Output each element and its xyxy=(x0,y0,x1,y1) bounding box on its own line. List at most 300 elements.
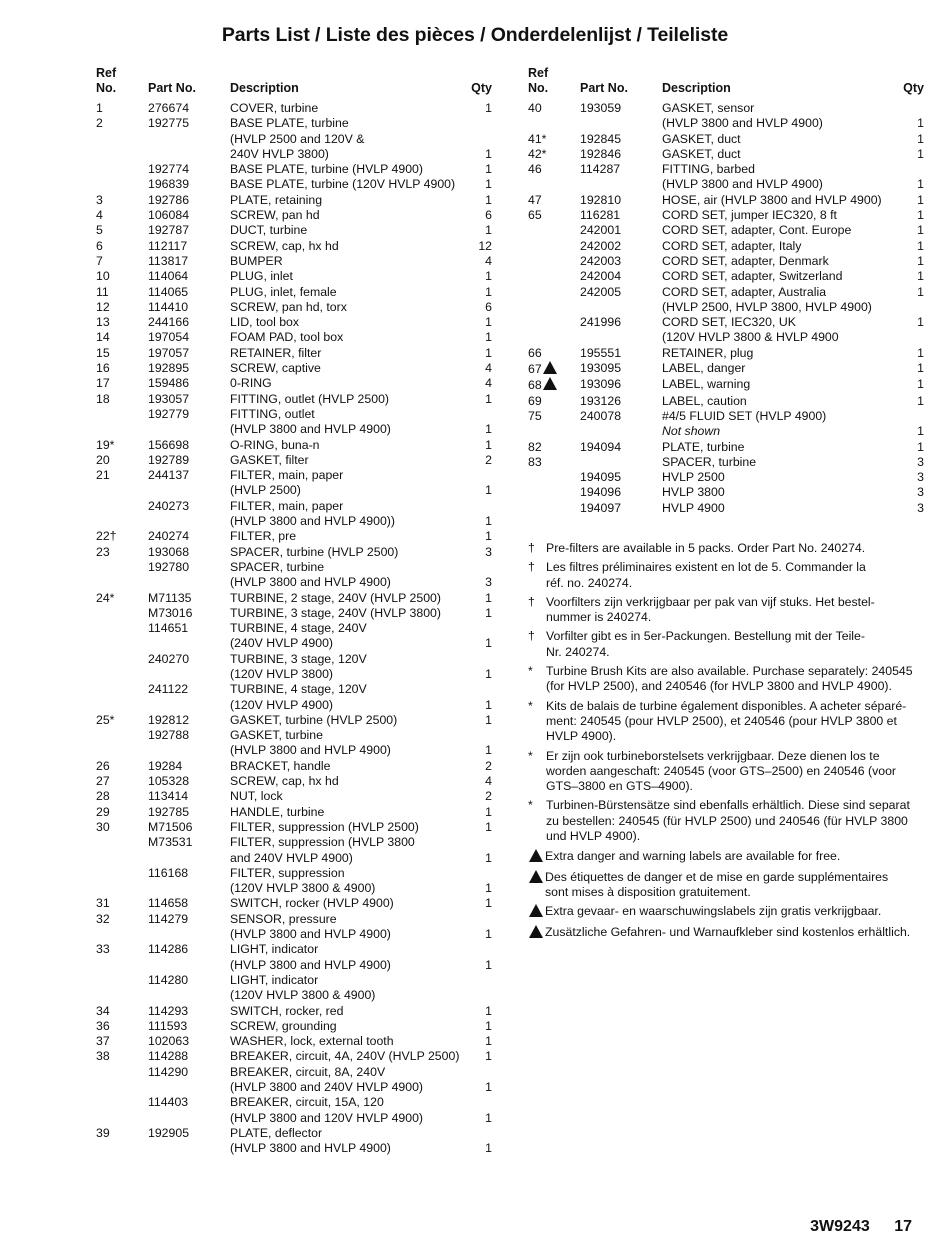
ref-no: 39 xyxy=(96,1125,110,1140)
description-cell: (HVLP 3800 and HVLP 4900) xyxy=(230,743,391,758)
description-cell: O-RING, buna-n xyxy=(230,437,320,452)
description-cell: (HVLP 3800 and 120V HVLP 4900) xyxy=(230,1110,424,1125)
table-row xyxy=(528,285,924,300)
part-no-cell: 102063 xyxy=(148,1034,190,1049)
part-no-cell: 192810 xyxy=(580,192,622,207)
ref-no-cell xyxy=(528,193,580,208)
table-row xyxy=(96,866,492,881)
ref-no: 38 xyxy=(96,1049,110,1064)
qty-cell xyxy=(470,116,492,131)
part-no-cell xyxy=(580,424,662,439)
part-no-cell: 192787 xyxy=(148,223,190,238)
qty-cell: 1 xyxy=(485,743,492,758)
description-cell: (HVLP 3800 and HVLP 4900) xyxy=(662,177,823,192)
qty-cell: 1 xyxy=(917,284,924,299)
description-cell: SPACER, turbine xyxy=(662,454,757,469)
ref-no: 40 xyxy=(528,101,542,115)
table-row xyxy=(96,621,492,636)
table-row xyxy=(96,1019,492,1034)
qty-cell: 1 xyxy=(485,881,492,896)
ref-no: 3 xyxy=(96,192,103,207)
ref-no: 28 xyxy=(96,789,110,804)
table-row xyxy=(528,330,924,345)
ref-no-cell xyxy=(96,438,148,453)
ref-no: 25* xyxy=(96,712,115,727)
ref-no-cell xyxy=(96,1034,148,1049)
table-header-row xyxy=(96,66,492,101)
description-cell: BREAKER, circuit, 15A, 120 xyxy=(230,1095,384,1110)
description-cell: BASE PLATE, turbine (HVLP 4900) xyxy=(230,162,423,177)
qty-cell: 1 xyxy=(485,1141,492,1156)
parts-table-right xyxy=(528,66,924,516)
description-cell: CORD SET, jumper IEC320, 8 ft xyxy=(662,208,837,223)
qty-cell: 4 xyxy=(485,361,492,376)
ref-no-cell xyxy=(528,269,580,284)
ref-no-cell xyxy=(96,483,148,498)
ref-no-cell xyxy=(96,896,148,911)
qty-cell: 1 xyxy=(917,361,924,376)
table-row xyxy=(96,315,492,330)
description-cell: SCREW, pan hd, torx xyxy=(230,299,347,314)
table-row xyxy=(96,743,492,758)
ref-no-cell xyxy=(528,394,580,409)
qty-cell: 1 xyxy=(485,315,492,330)
table-row xyxy=(528,501,924,516)
ref-no: 83 xyxy=(528,454,542,469)
qty-cell: 3 xyxy=(917,485,924,500)
table-row xyxy=(96,499,492,514)
ref-no-cell xyxy=(96,361,148,376)
qty-cell: 1 xyxy=(917,177,924,192)
ref-no-cell xyxy=(96,116,148,131)
part-no-cell: 106084 xyxy=(148,208,190,223)
footnote xyxy=(528,541,928,556)
part-no-header: Part No. xyxy=(580,81,628,95)
part-no-cell xyxy=(148,575,230,590)
table-row xyxy=(96,285,492,300)
table-row xyxy=(96,805,492,820)
part-no-cell xyxy=(148,927,230,942)
description-cell: LABEL, caution xyxy=(662,393,747,408)
description-cell: (120V HVLP 3800 & 4900) xyxy=(230,988,376,1003)
table-row xyxy=(96,208,492,223)
description-cell: HVLP 3800 xyxy=(662,485,725,500)
table-row xyxy=(96,881,492,896)
ref-no-cell xyxy=(528,223,580,238)
description-cell: TURBINE, 3 stage, 120V xyxy=(230,651,367,666)
ref-no-cell xyxy=(96,743,148,758)
warning-triangle-icon xyxy=(529,870,543,883)
warning-triangle-icon-wrap xyxy=(528,904,545,920)
table-row xyxy=(96,652,492,667)
qty-cell: 1 xyxy=(485,957,492,972)
ref-no-cell xyxy=(96,820,148,835)
table-row xyxy=(96,713,492,728)
part-no-cell: 193126 xyxy=(580,393,622,408)
qty-cell xyxy=(902,300,924,315)
part-no-cell: 192812 xyxy=(148,712,190,727)
part-no-cell xyxy=(148,743,230,758)
ref-no-cell xyxy=(96,927,148,942)
ref-no: 75 xyxy=(528,408,542,423)
table-row xyxy=(96,330,492,345)
table-row xyxy=(96,438,492,453)
table-row xyxy=(528,254,924,269)
qty-cell: 1 xyxy=(917,315,924,330)
description-cell: COVER, turbine xyxy=(230,101,319,115)
part-no-cell xyxy=(148,667,230,682)
description-cell: 0-RING xyxy=(230,376,272,391)
description-cell: FILTER, main, paper xyxy=(230,498,344,513)
table-row xyxy=(96,927,492,942)
table-row xyxy=(96,376,492,391)
part-no-cell: 192775 xyxy=(148,116,190,131)
description-cell: BREAKER, circuit, 4A, 240V (HVLP 2500) xyxy=(230,1049,460,1064)
qty-cell: 1 xyxy=(485,1003,492,1018)
table-row xyxy=(96,101,492,116)
ref-no-cell xyxy=(96,101,148,116)
ref-no-cell xyxy=(96,132,148,147)
ref-no-cell xyxy=(96,866,148,881)
description-cell: FITTING, outlet (HVLP 2500) xyxy=(230,391,390,406)
table-row xyxy=(96,422,492,437)
footnote-text: Pre-filters are available in 5 packs. Order Part No. 240274. xyxy=(546,541,866,555)
description-cell: (HVLP 2500, HVLP 3800, HVLP 4900) xyxy=(662,299,872,314)
footnotes xyxy=(528,541,928,945)
qty-cell xyxy=(470,973,492,988)
footnote xyxy=(528,798,928,844)
description-cell: GASKET, turbine (HVLP 2500) xyxy=(230,712,398,727)
ref-no-cell xyxy=(96,851,148,866)
qty-cell: 3 xyxy=(485,544,492,559)
ref-no-cell xyxy=(96,728,148,743)
qty-cell xyxy=(470,621,492,636)
part-no-cell: 241996 xyxy=(580,315,622,330)
qty-cell xyxy=(470,132,492,147)
description-cell: CORD SET, adapter, Italy xyxy=(662,238,802,253)
ref-no-cell xyxy=(96,269,148,284)
warning-note xyxy=(528,870,928,901)
table-row xyxy=(96,254,492,269)
part-no-cell: 193095 xyxy=(580,361,622,376)
part-no-cell: 192789 xyxy=(148,452,190,467)
table-row xyxy=(96,728,492,743)
warning-note xyxy=(528,904,928,920)
qty-cell: 1 xyxy=(485,529,492,544)
part-no-cell: 192788 xyxy=(148,728,190,743)
ref-no-cell xyxy=(528,116,580,131)
table-row xyxy=(528,470,924,485)
description-cell: GASKET, duct xyxy=(662,146,741,161)
description-cell: SCREW, cap, hx hd xyxy=(230,238,339,253)
ref-no-cell xyxy=(96,1111,148,1126)
description-cell: FITTING, barbed xyxy=(662,162,755,177)
ref-no-cell xyxy=(528,424,580,439)
ref-no-cell xyxy=(96,545,148,560)
ref-no-cell xyxy=(96,300,148,315)
description-cell: SPACER, turbine xyxy=(230,559,325,574)
ref-no: 7 xyxy=(96,253,103,268)
part-no-header: Part No. xyxy=(148,81,196,95)
qty-cell: 1 xyxy=(485,269,492,284)
footnote-text: Les filtres préliminaires existent en lot de 5. Commander la réf. no. 240274. xyxy=(546,560,866,590)
description-cell: FILTER, main, paper xyxy=(230,468,344,483)
qty-cell: 1 xyxy=(485,712,492,727)
ref-no-cell xyxy=(96,147,148,162)
ref-no: 19* xyxy=(96,437,115,452)
ref-no-cell xyxy=(96,973,148,988)
description-cell: 240V HVLP 3800) xyxy=(230,146,329,161)
part-no-cell: 240274 xyxy=(148,529,190,544)
qty-cell: 3 xyxy=(917,454,924,469)
part-no-cell xyxy=(148,514,230,529)
ref-no-cell xyxy=(96,1080,148,1095)
part-no-cell: 192780 xyxy=(148,559,190,574)
table-row xyxy=(96,698,492,713)
footnote-symbol: † xyxy=(528,629,535,644)
part-no-cell: 196839 xyxy=(148,177,190,192)
part-no-cell: 242002 xyxy=(580,238,622,253)
part-no-cell: 242003 xyxy=(580,253,622,268)
part-no-cell: 240078 xyxy=(580,408,622,423)
table-row xyxy=(96,958,492,973)
qty-cell xyxy=(470,912,492,927)
part-no-cell: 276674 xyxy=(148,101,190,115)
description-cell: SPACER, turbine (HVLP 2500) xyxy=(230,544,399,559)
ref-no-cell xyxy=(96,1004,148,1019)
qty-cell: 1 xyxy=(485,146,492,161)
description-cell: CORD SET, adapter, Denmark xyxy=(662,253,829,268)
description-cell: FILTER, suppression (HVLP 3800 xyxy=(230,835,415,850)
qty-cell xyxy=(470,499,492,514)
qty-cell xyxy=(470,407,492,422)
part-no-cell xyxy=(580,330,662,345)
qty-cell: 1 xyxy=(485,590,492,605)
description-cell: FOAM PAD, tool box xyxy=(230,330,344,345)
ref-no-cell xyxy=(96,1049,148,1064)
ref-no: 37 xyxy=(96,1034,110,1049)
part-no-cell: 113817 xyxy=(148,253,189,268)
description-cell: CORD SET, IEC320, UK xyxy=(662,315,796,330)
ref-no-cell xyxy=(96,499,148,514)
qty-cell: 2 xyxy=(485,758,492,773)
ref-no: 11 xyxy=(96,284,109,299)
ref-no-cell xyxy=(528,485,580,500)
qty-cell xyxy=(902,409,924,424)
ref-no-cell xyxy=(528,361,580,377)
ref-no-cell xyxy=(96,774,148,789)
warning-triangle-icon xyxy=(529,904,543,917)
table-row xyxy=(96,529,492,544)
description-header: Description xyxy=(230,81,299,95)
table-row xyxy=(96,453,492,468)
ref-no-cell xyxy=(96,346,148,361)
table-row xyxy=(528,300,924,315)
ref-no-cell xyxy=(528,330,580,345)
part-no-cell: 114065 xyxy=(148,284,189,299)
description-cell: PLATE, turbine xyxy=(662,439,745,454)
warning-note-list xyxy=(528,849,928,940)
ref-no-cell xyxy=(96,881,148,896)
ref-no-cell xyxy=(96,591,148,606)
qty-cell xyxy=(902,330,924,345)
footnote-symbol: * xyxy=(528,748,533,763)
description-cell: (HVLP 3800 and HVLP 4900) xyxy=(230,1141,391,1156)
table-row xyxy=(96,973,492,988)
table-row xyxy=(96,468,492,483)
qty-cell: 1 xyxy=(485,804,492,819)
description-cell: FITTING, outlet xyxy=(230,406,315,421)
qty-cell: 1 xyxy=(917,208,924,223)
ref-no: 41* xyxy=(528,131,547,146)
table-row xyxy=(528,455,924,470)
qty-cell: 1 xyxy=(485,345,492,360)
part-no-cell xyxy=(148,698,230,713)
qty-cell: 1 xyxy=(485,1080,492,1094)
qty-cell: 3 xyxy=(917,500,924,515)
part-no-cell: 159486 xyxy=(148,376,190,391)
qty-cell: 1 xyxy=(917,377,924,392)
part-no-cell: 114286 xyxy=(148,942,189,957)
table-row xyxy=(528,147,924,162)
ref-no: 14 xyxy=(96,330,110,345)
table-row xyxy=(96,1111,492,1126)
table-row xyxy=(96,1080,492,1095)
table-row xyxy=(528,177,924,192)
qty-cell xyxy=(470,835,492,850)
qty-cell: 1 xyxy=(485,850,492,865)
qty-cell: 1 xyxy=(917,223,924,238)
part-no-cell xyxy=(148,881,230,896)
qty-cell: 1 xyxy=(917,345,924,360)
ref-no: 32 xyxy=(96,911,110,926)
ref-no: 66 xyxy=(528,345,542,360)
description-cell: WASHER, lock, external tooth xyxy=(230,1034,394,1049)
description-header: Description xyxy=(662,81,731,95)
ref-no-cell xyxy=(96,575,148,590)
description-cell: CORD SET, adapter, Switzerland xyxy=(662,269,843,284)
ref-no-cell xyxy=(96,606,148,621)
description-cell: DUCT, turbine xyxy=(230,223,308,238)
table-row xyxy=(96,636,492,651)
part-no-cell: 244137 xyxy=(148,468,190,483)
ref-no: 2 xyxy=(96,116,103,131)
warning-triangle-icon-wrap xyxy=(528,849,545,865)
table-header-row xyxy=(528,66,924,101)
table-row xyxy=(528,193,924,208)
parts-list-right xyxy=(528,101,924,516)
description-cell: PLUG, inlet, female xyxy=(230,284,337,299)
ref-no-cell xyxy=(96,285,148,300)
qty-cell: 1 xyxy=(917,131,924,146)
footnote-symbol: † xyxy=(528,541,535,555)
table-row xyxy=(96,896,492,911)
part-no-cell: 193057 xyxy=(148,391,190,406)
ref-no: 16 xyxy=(96,361,110,376)
part-no-cell: 194096 xyxy=(580,485,622,500)
description-cell: PLATE, retaining xyxy=(230,192,323,207)
description-cell: HOSE, air (HVLP 3800 and HVLP 4900) xyxy=(662,192,882,207)
description-cell: (HVLP 3800 and HVLP 4900)) xyxy=(230,514,395,529)
description-cell: TURBINE, 2 stage, 240V (HVLP 2500) xyxy=(230,590,441,605)
ref-no-cell xyxy=(528,177,580,192)
description-cell: CORD SET, adapter, Australia xyxy=(662,284,827,299)
document-number: 3W9243 xyxy=(810,1218,870,1235)
part-no-cell: 116168 xyxy=(148,865,189,880)
description-cell: SCREW, pan hd xyxy=(230,208,320,223)
table-row xyxy=(528,361,924,377)
description-cell: TURBINE, 4 stage, 240V xyxy=(230,621,367,636)
part-no-cell: 192905 xyxy=(148,1125,190,1140)
footnote xyxy=(528,699,928,745)
table-row xyxy=(528,269,924,284)
qty-cell: 1 xyxy=(485,636,492,651)
description-cell: (240V HVLP 4900) xyxy=(230,636,333,651)
warning-triangle-icon xyxy=(543,361,557,374)
ref-no: 23 xyxy=(96,544,110,559)
ref-no-cell xyxy=(96,392,148,407)
table-row xyxy=(96,223,492,238)
footnote-symbol: * xyxy=(528,664,533,679)
part-no-cell: 19284 xyxy=(148,758,183,773)
qty-cell: 6 xyxy=(485,299,492,314)
description-cell: NUT, lock xyxy=(230,789,283,804)
qty-cell: 4 xyxy=(485,376,492,391)
description-cell: (HVLP 2500) xyxy=(230,483,301,498)
part-no-cell: 192846 xyxy=(580,146,622,161)
footnote xyxy=(528,664,928,695)
ref-no-cell xyxy=(96,223,148,238)
footnote-text: Turbine Brush Kits are also available. Purchase separately: 240545 (for HVLP 2500), and 240546 (for HVLP 3800 and HVLP 4900). xyxy=(546,664,913,694)
part-no-cell: 192774 xyxy=(148,162,190,177)
qty-cell: 1 xyxy=(485,437,492,452)
description-cell: LABEL, warning xyxy=(662,377,751,392)
ref-no: 68 xyxy=(528,378,542,393)
part-no-cell: 116281 xyxy=(580,208,621,223)
ref-no: 24* xyxy=(96,590,115,605)
table-row xyxy=(96,820,492,835)
ref-no-cell xyxy=(528,377,580,393)
description-cell: (HVLP 3800 and HVLP 4900) xyxy=(230,422,391,437)
ref-no-cell xyxy=(96,208,148,223)
ref-no-cell xyxy=(96,193,148,208)
ref-no: 13 xyxy=(96,315,110,330)
ref-no: 6 xyxy=(96,238,103,253)
description-cell: FILTER, pre xyxy=(230,529,297,544)
part-no-cell: 105328 xyxy=(148,774,190,789)
table-row xyxy=(528,116,924,131)
table-row xyxy=(96,1065,492,1080)
part-no-cell xyxy=(580,177,662,192)
warning-note-text: Extra danger and warning labels are available for free. xyxy=(545,849,841,864)
table-row xyxy=(96,988,492,1003)
description-cell: RETAINER, plug xyxy=(662,345,754,360)
table-row xyxy=(96,789,492,804)
part-no-cell: 156698 xyxy=(148,437,190,452)
ref-no-cell xyxy=(96,805,148,820)
part-no-cell xyxy=(148,422,230,437)
ref-no-cell xyxy=(528,101,580,116)
description-cell: SWITCH, rocker (HVLP 4900) xyxy=(230,896,394,911)
qty-cell: 1 xyxy=(917,116,924,131)
footnote-text: Vorfilter gibt es in 5er-Packungen. Bestellung mit der Teile- Nr. 240274. xyxy=(546,629,865,659)
qty-cell: 1 xyxy=(485,514,492,529)
qty-cell: 1 xyxy=(485,819,492,834)
ref-no-cell xyxy=(96,560,148,575)
table-row xyxy=(528,223,924,238)
table-row xyxy=(96,1126,492,1141)
footnote-symbol: † xyxy=(528,560,535,575)
